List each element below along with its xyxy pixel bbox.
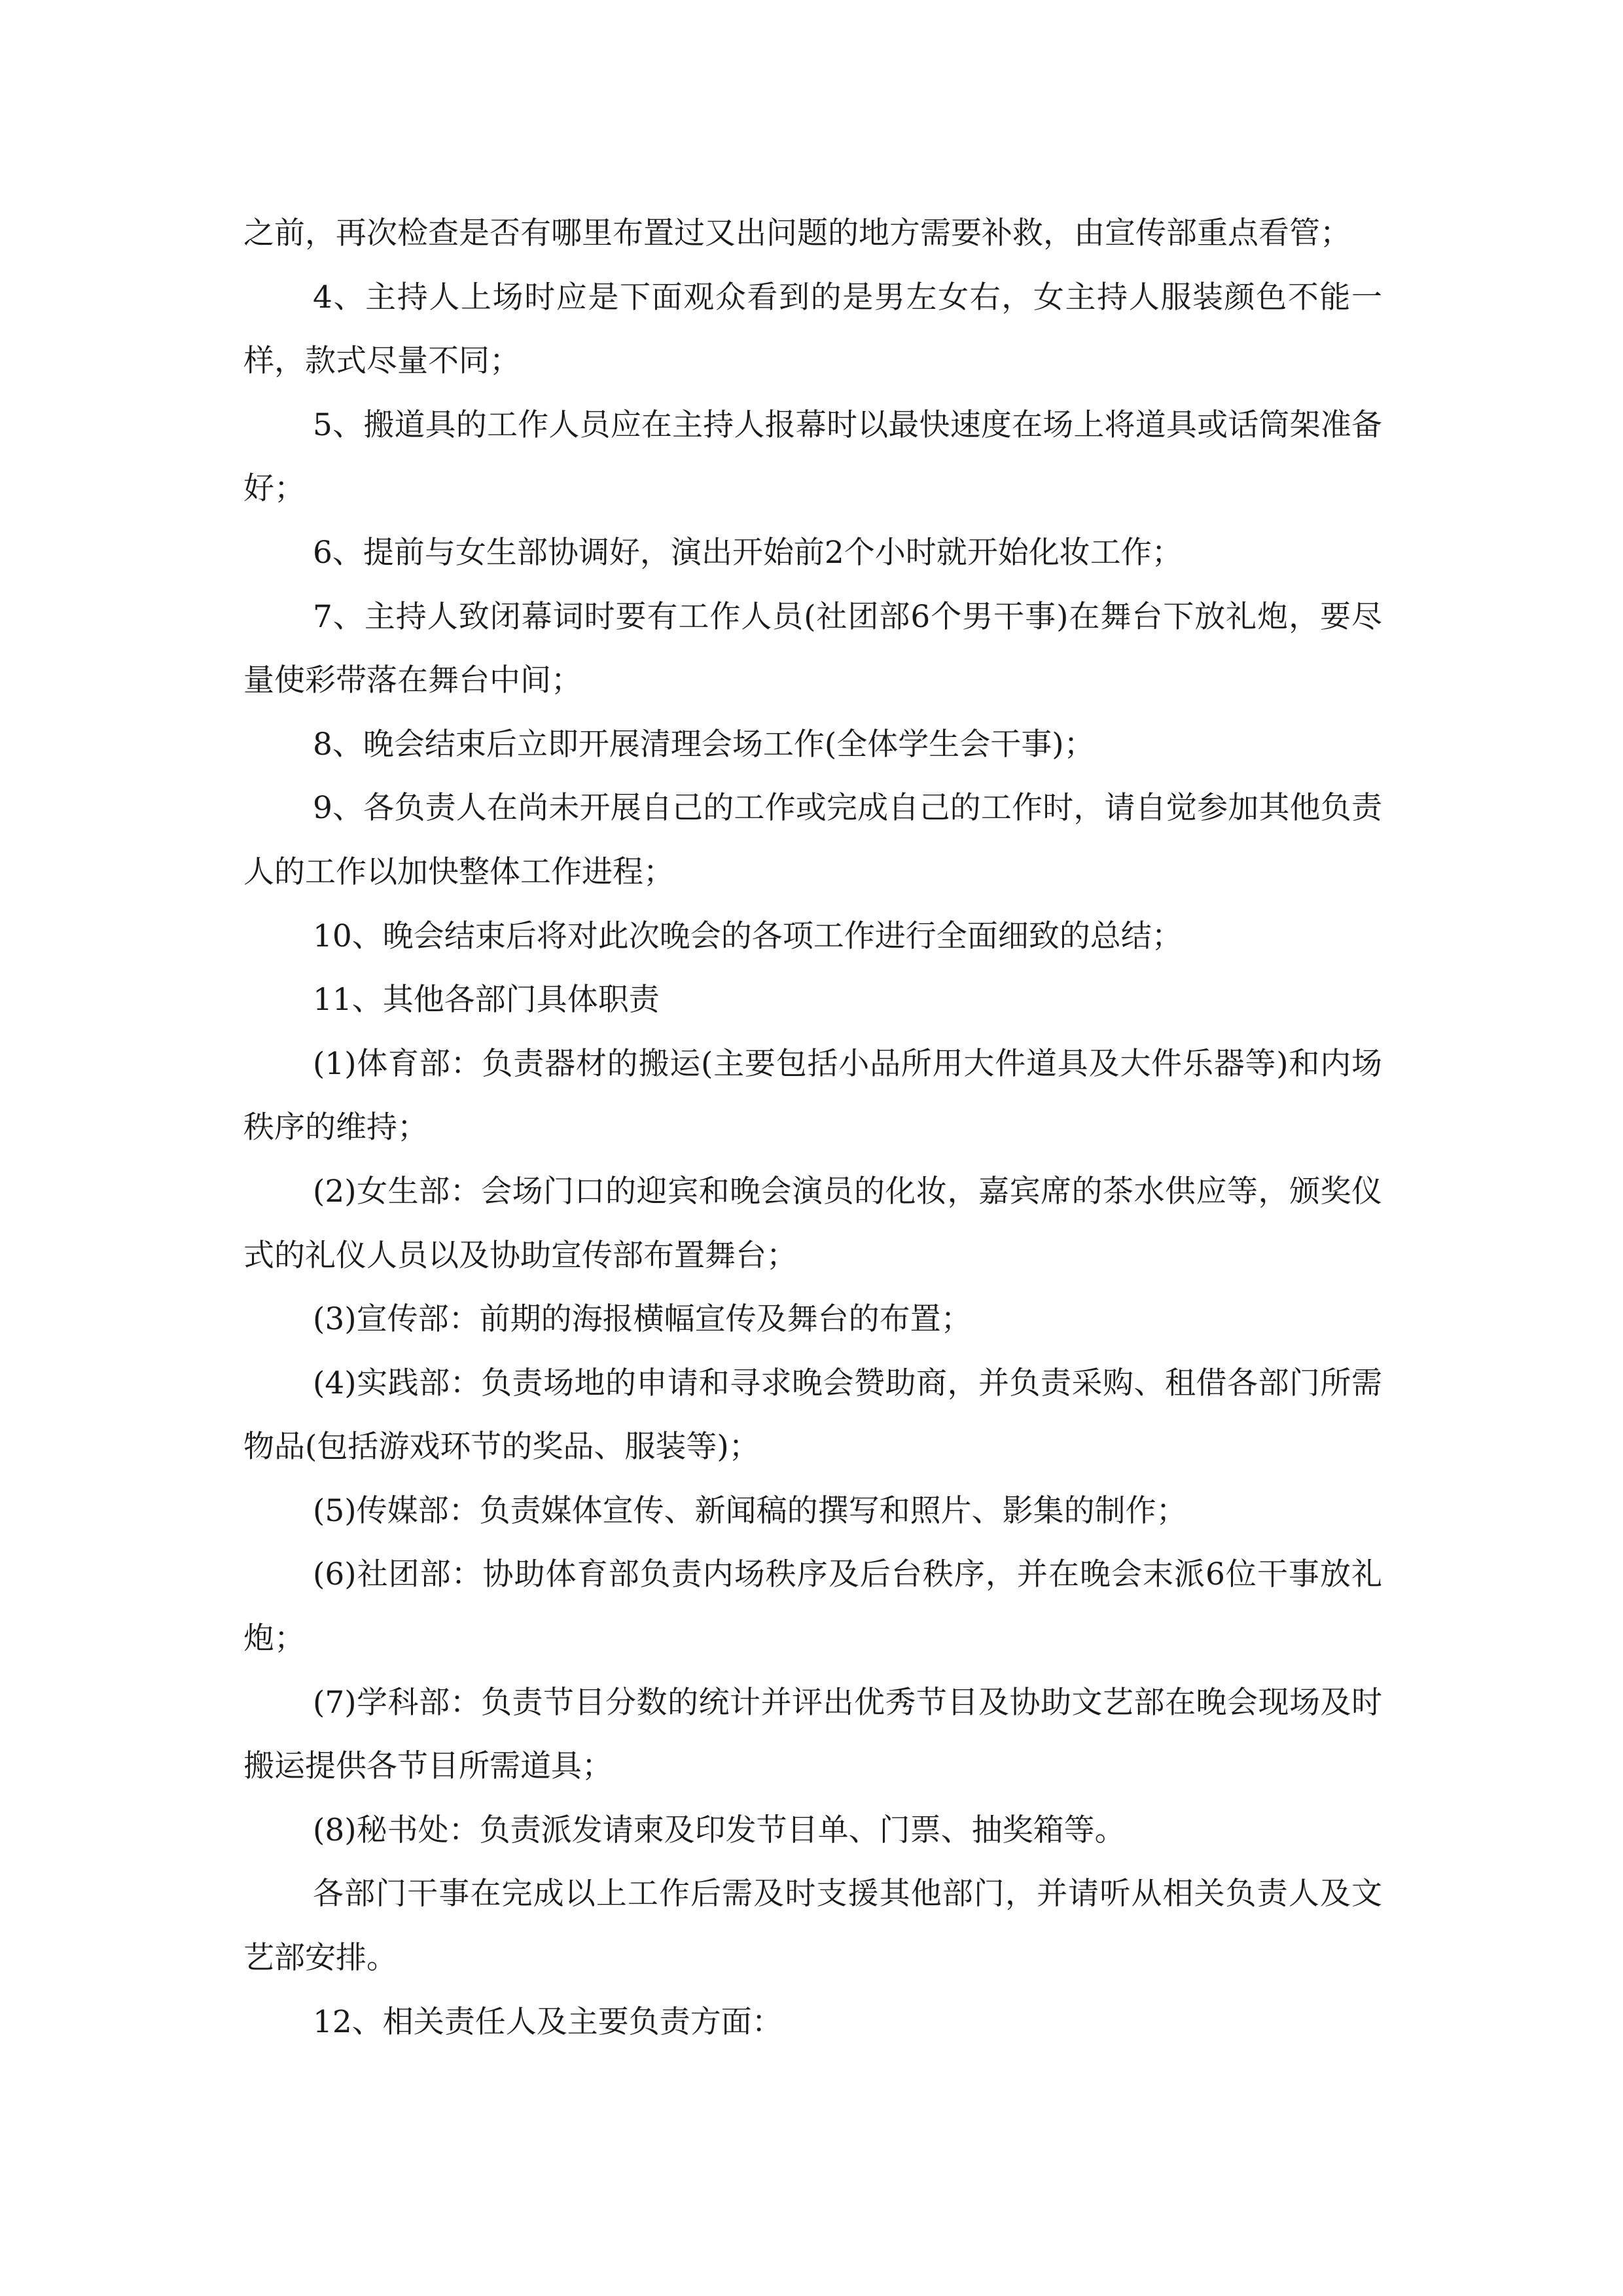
paragraph-sub-1: (1)体育部：负责器材的搬运(主要包括小品所用大件道具及大件乐器等)和内场秩序的维持； [243,1045,1382,1146]
paragraph-item-12: 12、相关责任人及主要负责方面： [313,2003,783,2040]
paragraph-item-5: 5、搬道具的工作人员应在主持人报幕时以最快速度在场上将道具或话筒架准备好； [243,406,1382,507]
document-body [243,202,1382,2054]
paragraph-sub-8: (8)秘书处：负责派发请柬及印发节目单、门票、抽奖箱等。 [313,1812,1126,1848]
paragraph-sub-3: (3)宣传部：前期的海报横幅宣传及舞台的布置； [313,1301,972,1338]
paragraph-sub-5: (5)传媒部：负责媒体宣传、新闻稿的撰写和照片、影集的制作； [313,1492,1187,1529]
paragraph-sub-7: (7)学科部：负责节目分数的统计并评出优秀节目及协助文艺部在晚会现场及时搬运提供各节目所需道具； [243,1684,1382,1785]
paragraph-item-8: 8、晚会结束后立即开展清理会场工作(全体学生会干事)； [313,726,1095,762]
paragraph-sub-2: (2)女生部：会场门口的迎宾和晚会演员的化妆，嘉宾席的茶水供应等，颁奖仪式的礼仪人员以及协助宣传部布置舞台； [243,1173,1382,1274]
paragraph-item-9: 9、各负责人在尚未开展自己的工作或完成自己的工作时，请自觉参加其他负责人的工作以加快整体工作进程； [243,790,1382,890]
paragraph-summary: 各部门干事在完成以上工作后需及时支援其他部门，并请听从相关负责人及文艺部安排。 [243,1876,1382,1977]
paragraph-item-6: 6、提前与女生部协调好，演出开始前2个小时就开始化妆工作； [313,534,1183,571]
paragraph-item-4: 4、主持人上场时应是下面观众看到的是男左女右，女主持人服装颜色不能一样，款式尽量不同； [243,279,1382,380]
paragraph-sub-6: (6)社团部：协助体育部负责内场秩序及后台秩序，并在晚会末派6位干事放礼炮； [243,1556,1382,1657]
paragraph-item-10: 10、晚会结束后将对此次晚会的各项工作进行全面细致的总结； [313,918,1183,954]
paragraph-continuation: 之前，再次检查是否有哪里布置过又出问题的地方需要补救，由宣传部重点看管； [243,215,1351,251]
paragraph-sub-4: (4)实践部：负责场地的申请和寻求晚会赞助商，并负责采购、租借各部门所需物品(包括游戏环节的奖品、服装等)； [243,1365,1382,1465]
paragraph-item-7: 7、主持人致闭幕词时要有工作人员(社团部6个男干事)在舞台下放礼炮，要尽量使彩带落在舞台中间； [243,598,1382,699]
paragraph-item-11: 11、其他各部门具体职责 [313,982,660,1018]
